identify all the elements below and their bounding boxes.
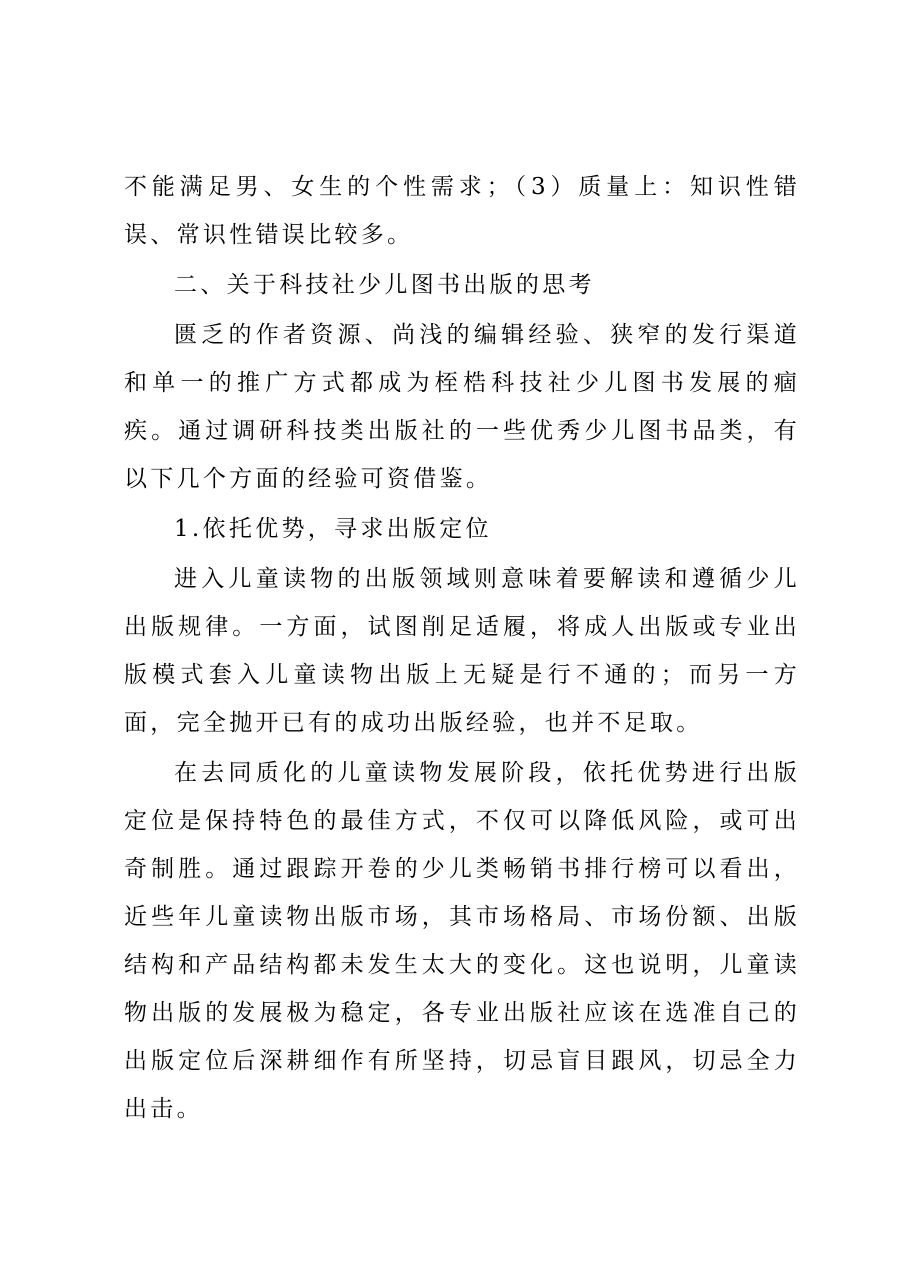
document-body <box>124 163 800 1133</box>
paragraph: 在去同质化的儿童读物发展阶段，依托优势进行出版定位是保持特色的最佳方式，不仅可以降低风险，或可出奇制胜。通过跟踪开卷的少儿类畅销书排行榜可以看出，近些年儿童读物出版市场，其市场格局、市场份额、出版结构和产品结构都未发生太大的变化。这也说明，儿童读物出版的发展极为稳定，各专业出版社应该在选准自己的出版定位后深耕细作有所坚持，切忌盲目跟风，切忌全力出击。 <box>124 760 800 1122</box>
section-heading: 二、关于科技社少儿图书出版的思考 <box>174 272 595 298</box>
subsection-heading: 1.依托优势，寻求出版定位 <box>174 516 492 542</box>
paragraph: 进入儿童读物的出版领域则意味着要解读和遵循少儿出版规律。一方面，试图削足适履，将成人出版或专业出版模式套入儿童读物出版上无疑是行不通的；而另一方面，完全抛开已有的成功出版经验，也并不足取。 <box>124 566 800 736</box>
paragraph: 匮乏的作者资源、尚浅的编辑经验、狭窄的发行渠道和单一的推广方式都成为桎梏科技社少儿图书发展的痼疾。通过调研科技类出版社的一些优秀少儿图书品类，有以下几个方面的经验可资借鉴。 <box>124 322 800 492</box>
paragraph-continuation: 不能满足男、女生的个性需求；（3）质量上：知识性错误、常识性错误比较多。 <box>124 174 800 248</box>
